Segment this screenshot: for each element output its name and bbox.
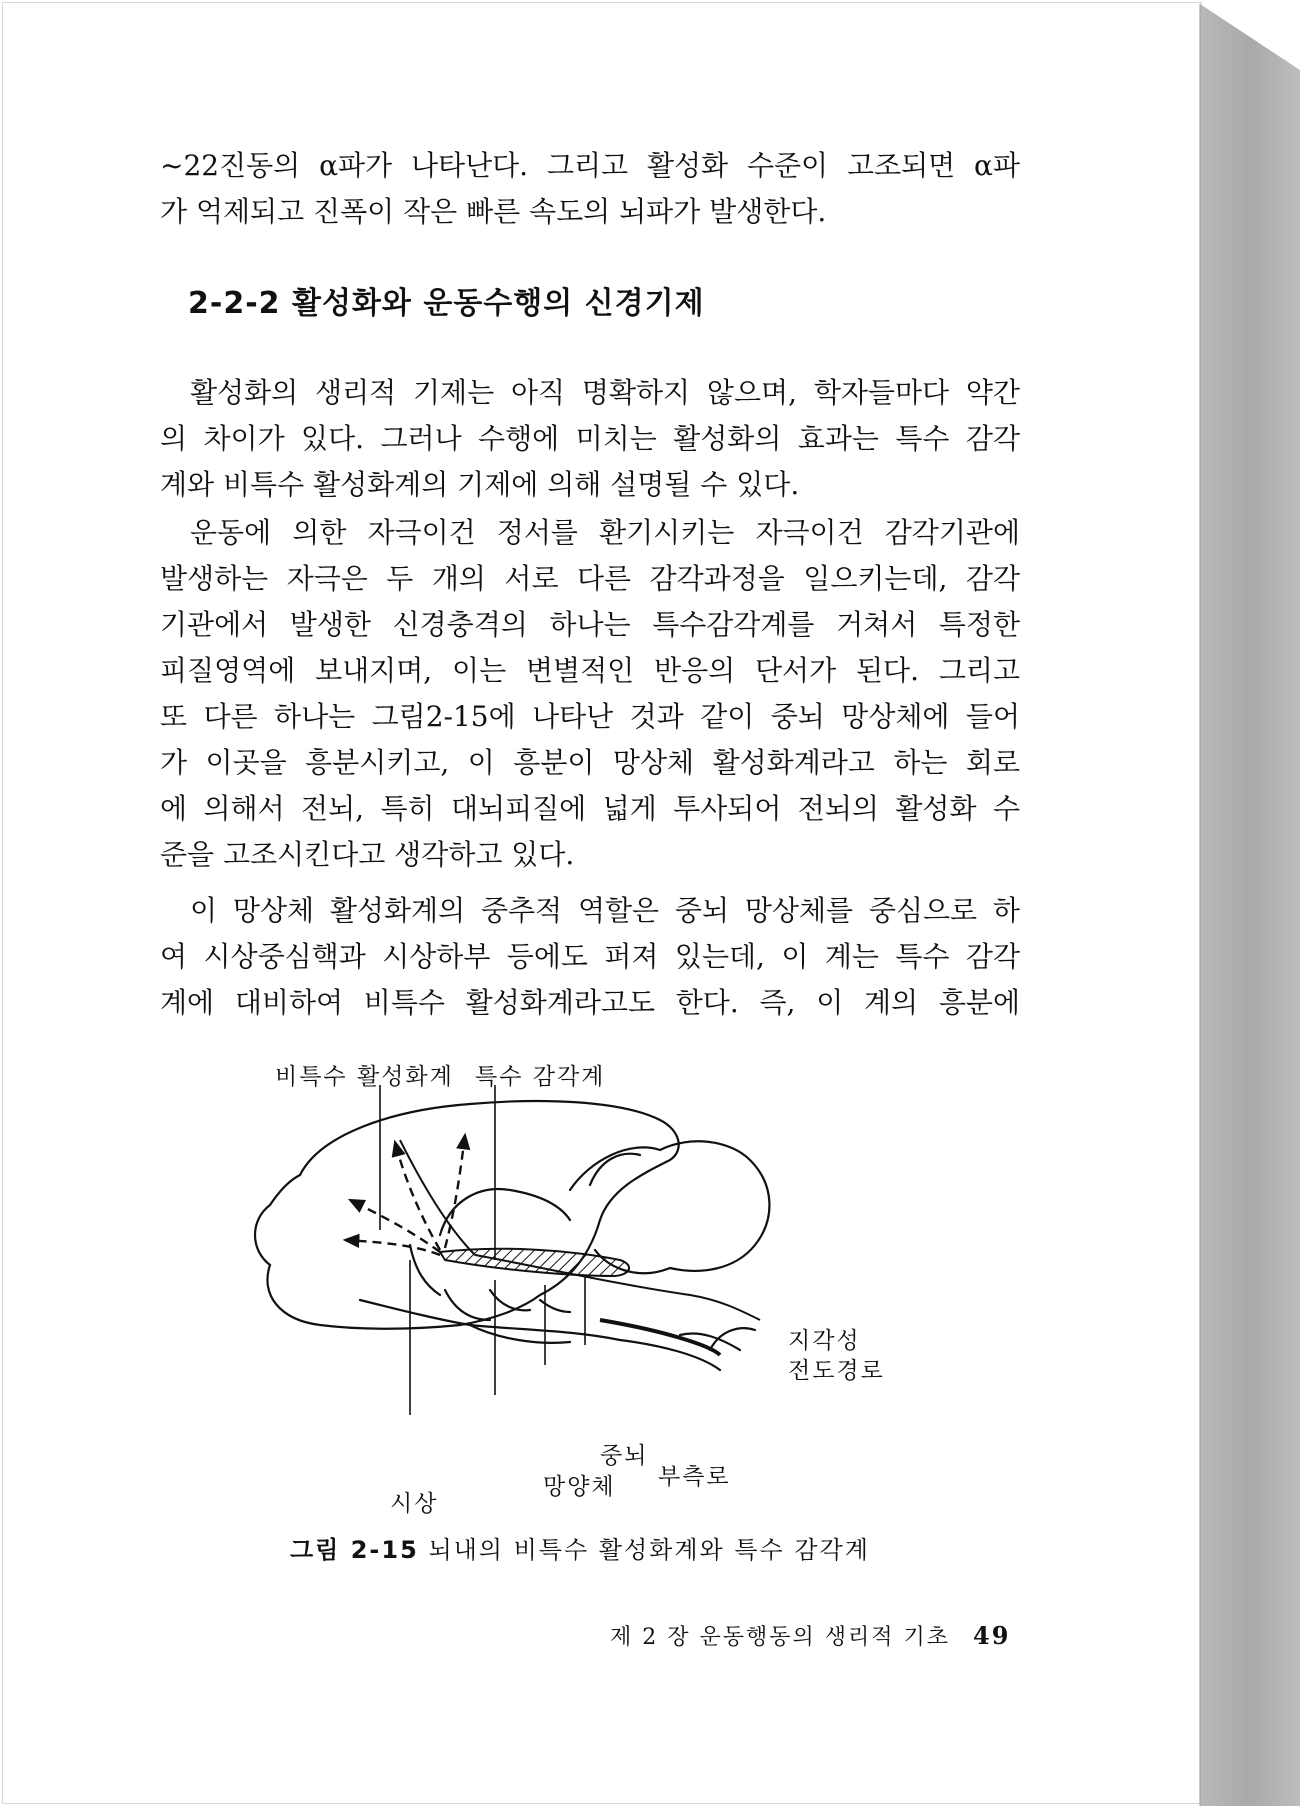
label-sensory-path-1: 지각성 [788, 1328, 861, 1354]
text-line: 기관에서 발생한 신경충격의 하나는 특수감각계를 거쳐서 특정한 [160, 608, 1020, 641]
brain-diagram [240, 1080, 940, 1520]
label-thalamus: 시상 [390, 1491, 439, 1517]
text-line: 발생하는 자극은 두 개의 서로 다른 감각과정을 일으키는데, 감각 [160, 562, 1020, 595]
text-line: 에 의해서 전뇌, 특히 대뇌피질에 넓게 투사되어 전뇌의 활성화 수 [160, 792, 1020, 825]
figure-caption [290, 1530, 870, 1565]
label-midbrain: 중뇌 [600, 1443, 649, 1469]
label-collateral: 부측로 [658, 1464, 731, 1490]
text-line: 의 차이가 있다. 그러나 수행에 미치는 활성화의 효과는 특수 감각 [160, 422, 1020, 455]
text-line: 피질영역에 보내지며, 이는 변별적인 반응의 단서가 된다. 그리고 [160, 654, 1020, 687]
page-footer [610, 1620, 1010, 1651]
label-sensory-path-2: 전도경로 [788, 1358, 885, 1384]
text-line: 가 이곳을 흥분시키고, 이 흥분이 망상체 활성화계라고 하는 회로 [160, 746, 1020, 779]
text-line: 또 다른 하나는 그림2-15에 나타난 것과 같이 중뇌 망상체에 들어 [160, 700, 1020, 733]
section-heading: 2-2-2 활성화와 운동수행의 신경기제 [188, 286, 705, 321]
text-line: 여 시상중심핵과 시상하부 등에도 퍼져 있는데, 이 계는 특수 감각 [160, 940, 1020, 973]
text-line: 준을 고조시킨다고 생각하고 있다. [160, 838, 575, 871]
label-specific: 특수 감각계 [475, 1064, 606, 1090]
text-line: 가 억제되고 진폭이 작은 빠른 속도의 뇌파가 발생한다. [160, 195, 827, 228]
text-line: 계에 대비하여 비특수 활성화계라고도 한다. 즉, 이 계의 흥분에 [160, 986, 1020, 1019]
chapter-title: 제 2 장 운동행동의 생리적 기초 [610, 1625, 950, 1650]
label-nonspecific: 비특수 활성화계 [275, 1064, 454, 1090]
intro-paragraph [160, 143, 1020, 235]
brain-figure [240, 1064, 940, 1520]
text-line: 이 망상체 활성화계의 중추적 역할은 중뇌 망상체를 중심으로 하 [190, 894, 1020, 927]
label-reticular: 망양체 [543, 1474, 616, 1500]
paragraph-1 [160, 370, 1020, 508]
page-number: 49 [973, 1621, 1011, 1650]
text-line: 계와 비특수 활성화계의 기제에 의해 설명될 수 있다. [160, 468, 800, 501]
caption-number: 그림 2-15 [290, 1536, 419, 1564]
paragraph-2 [160, 510, 1020, 878]
paragraph-3 [160, 888, 1020, 1026]
caption-text: 뇌내의 비특수 활성화계와 특수 감각계 [428, 1536, 870, 1564]
text-line: 운동에 의한 자극이건 정서를 환기시키는 자극이건 감각기관에 [190, 516, 1020, 549]
text-line: 활성화의 생리적 기제는 아직 명확하지 않으며, 학자들마다 약간 [190, 376, 1020, 409]
text-line: ~22진동의 α파가 나타난다. 그리고 활성화 수준이 고조되면 α파 [160, 149, 1020, 182]
